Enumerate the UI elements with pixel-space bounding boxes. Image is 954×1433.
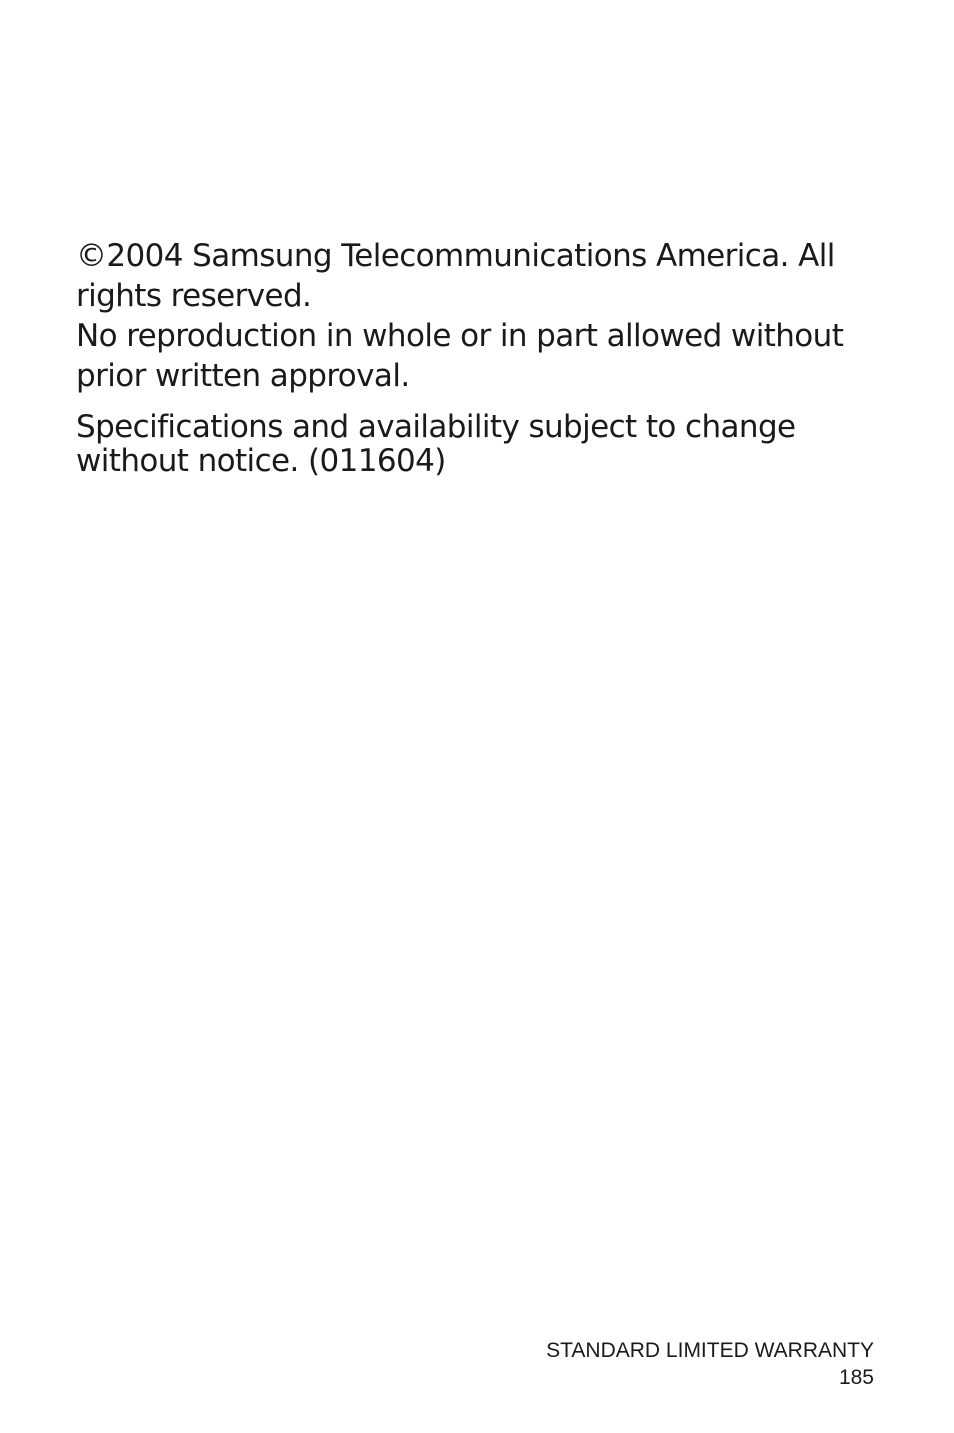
reproduction-notice: No reproduction in whole or in part allowed without prior written approval. bbox=[76, 318, 844, 394]
page-number: 185 bbox=[838, 1366, 874, 1389]
footer-section-title: STANDARD LIMITED WARRANTY bbox=[546, 1339, 874, 1362]
copyright-notice: ©2004 Samsung Telecommunications America. All rights reserved. bbox=[76, 238, 835, 314]
page-footer bbox=[546, 1337, 874, 1391]
legal-notice bbox=[76, 236, 886, 478]
specifications-notice: Specifications and availability subject to change without notice. (011604) bbox=[76, 409, 796, 479]
